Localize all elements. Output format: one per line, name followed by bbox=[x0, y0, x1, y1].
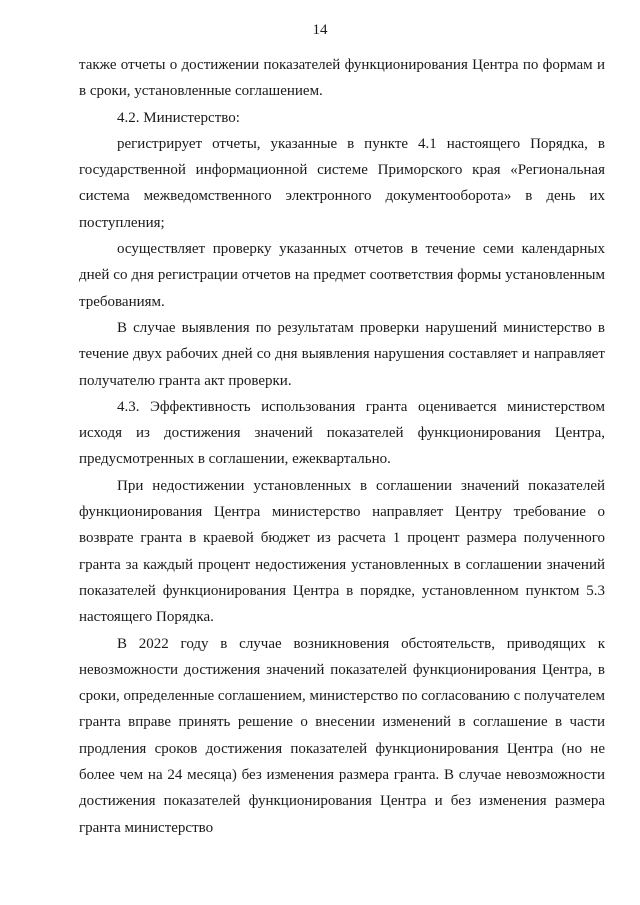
page-number: 14 bbox=[312, 22, 328, 38]
paragraph-section-4-3: 4.3. Эффективность использования гранта оценивается министерством исходя из достижения значений показателей функционирования Центра, предусмотренных в соглашении, ежеквартально. bbox=[79, 398, 605, 468]
paragraph-verification: осуществляет проверку указанных отчетов в течение семи календарных дней со дня регистрации отчетов на предмет соответствия формы установленным требованиям. bbox=[79, 241, 605, 310]
paragraph-2022: В 2022 году в случае возникновения обстоятельств, приводящих к невозможности достижения значений показателей функционирования Центра, в сроки, определенные соглашением, министерство по согласованию с получателем гранта вправе принять решение о внесении изменений в соглашение в части продления сроков достижения показателей функционирования Центра (но не более чем на 24 месяца) без изменения размера гранта. В случае невозможности достижения показателей функционирования Центра и без изменения размера гранта министерство bbox=[79, 635, 605, 836]
paragraph-violations: В случае выявления по результатам проверки нарушений министерство в течение двух рабочих дней со дня выявления нарушения составляет и направляет получателю гранта акт проверки. bbox=[79, 319, 605, 389]
paragraph-continuation: также отчеты о достижении показателей функционирования Центра по формам и в сроки, установленные соглашением. bbox=[79, 57, 605, 100]
paragraph-non-achievement: При недостижении установленных в соглашении значений показателей функционирования Центра министерство направляет Центру требование о возврате гранта в краевой бюджет из расчета 1 процент размера полученного гранта за каждый процент недостижения установленных в соглашении значений показателей функционирования Центра в порядке, установленном пунктом 5.3 настоящего Порядка. bbox=[79, 477, 605, 626]
document-body bbox=[79, 52, 605, 841]
paragraph-section-4-2-heading: 4.2. Министерство: bbox=[117, 109, 240, 126]
paragraph-registration: регистрирует отчеты, указанные в пункте 4.1 настоящего Порядка, в государственной информационной системе Приморского края «Региональная система межведомственного электронного документооборота» в день их поступления; bbox=[79, 135, 605, 231]
